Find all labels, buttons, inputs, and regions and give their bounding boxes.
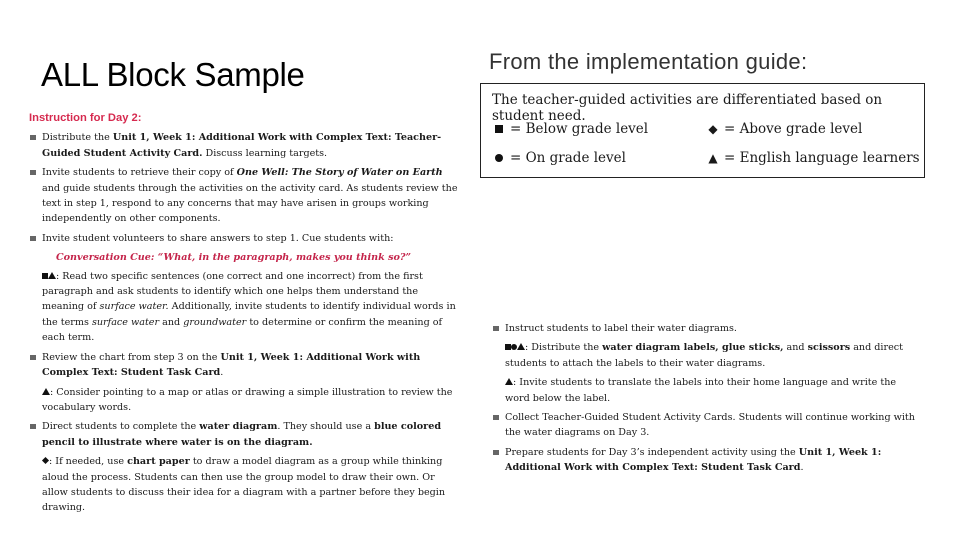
triangle-icon: [48, 272, 56, 279]
triangle-icon: [42, 388, 50, 395]
differentiation-note: : Distribute the water diagram labels, glue sticks, and scissors and direct students to attach the labels to their water diagrams.: [505, 342, 903, 369]
bullet-icon: [493, 326, 499, 331]
differentiation-note: : If needed, use chart paper to draw a model diagram as a group while thinking aloud the process. Students can then use the group model to draw their own. Or allow students to discuss their idea for a diagram with a partner before they begin drawing.: [42, 456, 446, 514]
legend-above-grade: ◆ = Above grade level: [706, 121, 862, 137]
differentiation-note: : Read two specific sentences (one correct and one incorrect) from the first paragraph and ask students to identify which one helps them understand the meaning of surface water. Additionally, invite students to identify individual words in the terms surface water and groundwater to determine or confirm the meaning of each term.: [42, 270, 456, 344]
bullet-icon: [30, 135, 36, 140]
bullet-icon: [493, 450, 499, 455]
circle-icon: [492, 151, 506, 165]
list-item: Review the chart from step 3 on the Unit 1, Week 1: Additional Work with Complex Text: Student Task Card.: [29, 350, 459, 381]
triangle-icon: [517, 343, 525, 350]
bullet-icon: [30, 355, 36, 360]
square-icon: [492, 122, 506, 136]
instruction-column: [29, 111, 459, 520]
triangle-icon: ▲: [708, 151, 718, 165]
conversation-cue: Conversation Cue: “What, in the paragraph, makes you think so?”: [56, 252, 412, 264]
legend-title: The teacher-guided activities are differentiated based on student need.: [492, 92, 883, 124]
list-item: Collect Teacher-Guided Student Activity Cards. Students will continue working with the water diagrams on Day 3.: [492, 410, 922, 441]
bullet-icon: [30, 236, 36, 241]
differentiation-legend: [480, 83, 925, 178]
legend-ell: ▲ = English language learners: [706, 150, 920, 166]
differentiation-note: : Consider pointing to a map or atlas or drawing a simple illustration to review the vocabulary words.: [42, 386, 453, 413]
list-item: Distribute the Unit 1, Week 1: Additional Work with Complex Text: Teacher-Guided Student Activity Card. Discuss learning targets.: [29, 130, 459, 161]
instruction-continued-column: [492, 321, 922, 480]
list-item: Direct students to complete the water diagram. They should use a blue colored pencil to illustrate where water is on the diagram.: [29, 419, 459, 450]
bullet-icon: [30, 170, 36, 175]
slide-title: ALL Block Sample: [41, 56, 305, 93]
bullet-icon: [493, 415, 499, 420]
diamond-icon: [42, 457, 49, 464]
instruction-heading: Instruction for Day 2:: [29, 112, 142, 124]
diamond-icon: ◆: [708, 122, 718, 136]
legend-on-grade: = On grade level: [492, 150, 626, 166]
list-item: Invite students to retrieve their copy of One Well: The Story of Water on Earth and guide students through the activities on the activity card. As students review the text in step 1, respond to any concerns that may have arisen in groups working independently on other components.: [29, 165, 459, 227]
bullet-icon: [30, 424, 36, 429]
list-item: Prepare students for Day 3’s independent activity using the Unit 1, Week 1: Additional Work with Complex Text: Student Task Card.: [492, 445, 922, 476]
legend-below-grade: = Below grade level: [492, 121, 648, 137]
triangle-icon: [505, 378, 513, 385]
guide-heading: From the implementation guide:: [489, 49, 808, 74]
list-item: Instruct students to label their water diagrams.: [492, 321, 922, 336]
list-item: Invite student volunteers to share answers to step 1. Cue students with:: [29, 231, 459, 246]
differentiation-note: : Invite students to translate the labels into their home language and write the word below the label.: [505, 377, 897, 404]
